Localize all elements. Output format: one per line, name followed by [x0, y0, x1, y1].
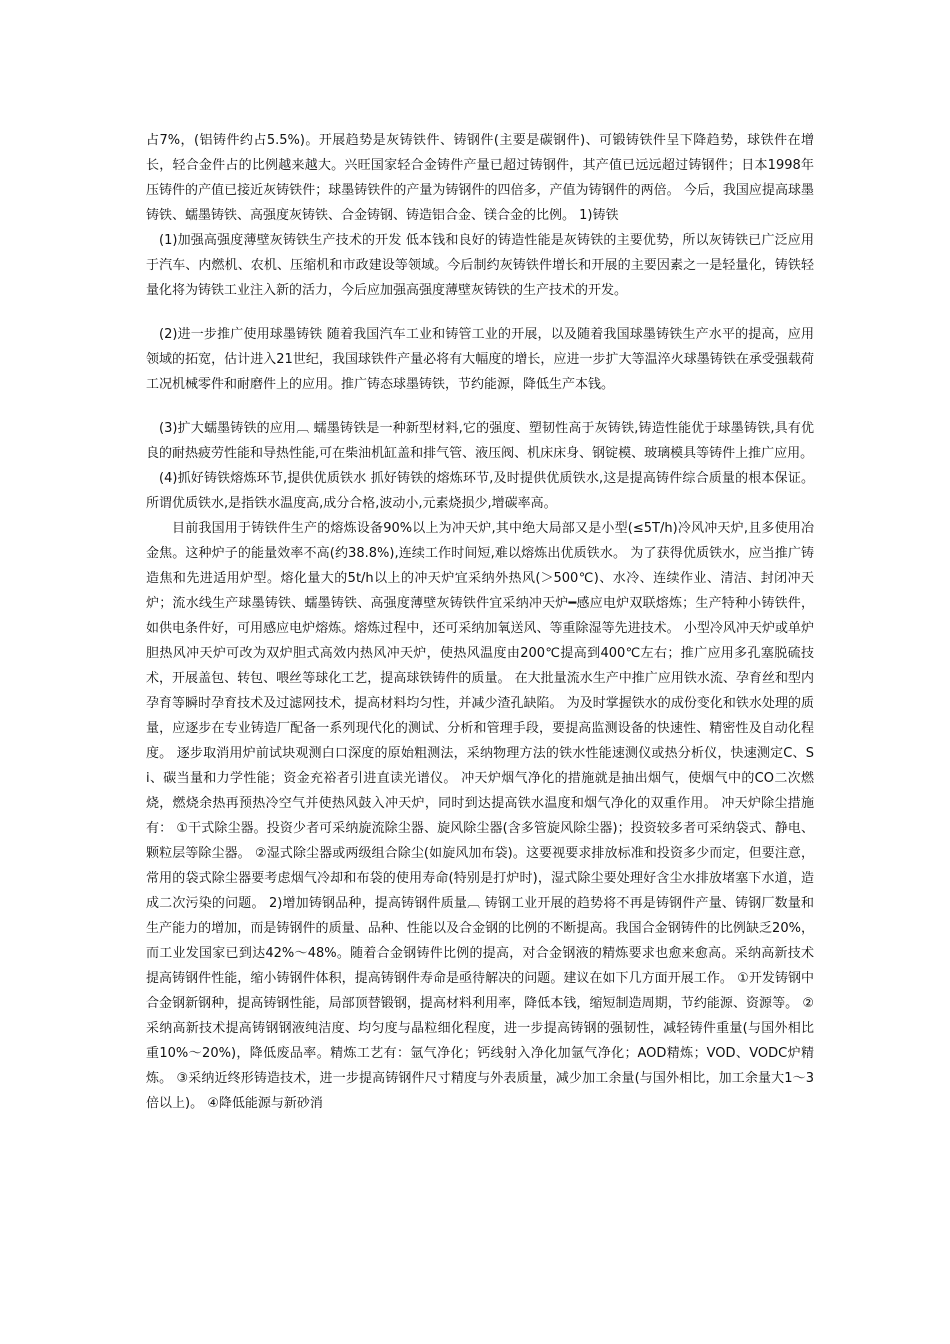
paragraph-vermicular-iron: (3)扩大蠕墨铸铁的应用︹ 蠕墨铸铁是一种新型材料,它的强度、塑韧性高于灰铸铁,铸造性能优于球墨铸铁,具有优良的耐热疲劳性能和导热性能,可在柴油机缸盖和排气管、液压阀、机床床身、钢锭模、玻璃模具等铸件上推广应用。 [146, 421, 814, 461]
document-page [146, 128, 814, 1116]
paragraph-intro: 占7%，(铝铸件约占5.5%)。开展趋势是灰铸铁件、铸钢件(主要是碳钢件)、可锻铸铁件呈下降趋势，球铁件在增长，轻合金件占的比例越来越大。兴旺国家轻合金铸件产量已超过铸钢件，其产值已远远超过铸钢件；日本1998年压铸件的产值已接近灰铸铁件；球墨铸铁件的产量为铸钢件的四倍多，产值为铸钢件的两倍。 今后，我国应提高球墨铸铁、蠕墨铸铁、高强度灰铸铁、合金铸钢、铸造铝合金、镁合金的比例。 1)铸铁 [146, 133, 814, 223]
paragraph-iron-melting: (4)抓好铸铁熔炼环节,提供优质铁水 抓好铸铁的熔炼环节,及时提供优质铁水,这是提高铸件综合质量的根本保证。所谓优质铁水,是指铁水温度高,成分合格,波动小,元素烧损少,增碳率高。 [146, 471, 814, 511]
paragraph-cupola-and-steel: 目前我国用于铸铁件生产的熔炼设备90%以上为冲天炉,其中绝大局部又是小型(≤5T/h)冷风冲天炉,且多使用冶金焦。这种炉子的能量效率不高(约38.8%),连续工作时间短,难以熔炼出优质铁水。 为了获得优质铁水，应当推广铸造焦和先进适用炉型。熔化量大的5t/h以上的冲天炉宜采纳外热风(＞500℃)、水冷、连续作业、清洁、封闭冲天炉；流水线生产球墨铸铁、蠕墨铸铁、高强度薄壁灰铸铁件宜采纳冲天炉━感应电炉双联熔炼；生产特种小铸铁件，如供电条件好，可用感应电炉熔炼。熔炼过程中，还可采纳加氧送风、等重除湿等先进技术。 小型冷风冲天炉或单炉胆热风冲天炉可改为双炉胆式高效内热风冲天炉，使热风温度由200℃提高到400℃左右；推广应用多孔塞脱硫技术，开展盖包、转包、喂丝等球化工艺，提高球铁铸件的质量。 在大批量流水生产中推广应用铁水流、孕育丝和型内孕育等瞬时孕育技术及过滤网技术，提高材料均匀性，并减少渣孔缺陷。 为及时掌握铁水的成份变化和铁水处理的质量，应逐步在专业铸造厂配备一系列现代化的测试、分析和管理手段，要提高监测设备的快速性、精密性及自动化程度。 逐步取消用炉前试块观测白口深度的原始粗测法，采纳物理方法的铁水性能速测仪或热分析仪，快速测定C、Si、碳当量和力学性能；资金充裕者引进直读光谱仪。 冲天炉烟气净化的措施就是抽出烟气，使烟气中的CO二次燃烧，燃烧余热再预热冷空气并使热风鼓入冲天炉，同时到达提高铁水温度和烟气净化的双重作用。 冲天炉除尘措施有： ①干式除尘器。投资少者可采纳旋流除尘器、旋风除尘器(含多管旋风除尘器)；投资较多者可采纳袋式、静电、颗粒层等除尘器。 ②湿式除尘器或两级组合除尘(如旋风加布袋)。这要视要求排放标准和投资多少而定，但要注意，常用的袋式除尘器要考虑烟气冷却和布袋的使用寿命(特别是打炉时)，湿式除尘要处理好含尘水排放堵塞下水道，造成二次污染的问题。 2)增加铸钢品种，提高铸钢件质量︹ 铸钢工业开展的趋势将不再是铸钢件产量、铸钢厂数量和生产能力的增加，而是铸钢件的质量、品种、性能以及合金钢的比例的不断提高。我国合金钢铸件的比例缺乏20%，而工业发国家已到达42%～48%。随着合金钢铸件比例的提高，对合金钢液的精炼要求也愈来愈高。采纳高新技术提高铸钢件性能，缩小铸钢件体积，提高铸钢件寿命是亟待解决的问题。建议在如下几方面开展工作。 ①开发铸钢中合金钢新钢种，提高铸钢性能，局部顶替锻钢，提高材料利用率，降低本钱，缩短制造周期，节约能源、资源等。 ②采纳高新技术提高铸钢钢液纯洁度、均匀度与晶粒细化程度，进一步提高铸钢的强韧性，减轻铸件重量(与国外相比重10%～20%)，降低废品率。精炼工艺有：氩气净化；钙线射入净化加氩气净化；AOD精炼；VOD、VODC炉精炼。 ③采纳近终形铸造技术，进一步提高铸钢件尺寸精度与外表质量，减少加工余量(与国外相比，加工余量大1～3倍以上)。 ④降低能源与新砂消 [146, 521, 814, 1111]
paragraph-gray-iron: (1)加强高强度薄壁灰铸铁生产技术的开发 低本钱和良好的铸造性能是灰铸铁的主要优势，所以灰铸铁已广泛应用于汽车、内燃机、农机、压缩机和市政建设等领域。今后制约灰铸铁件增长和开展的主要因素之一是轻量化，铸铁轻量化将为铸铁工业注入新的活力，今后应加强高强度薄壁灰铸铁的生产技术的开发。 [146, 233, 814, 298]
paragraph-ductile-iron: (2)进一步推广使用球墨铸铁 随着我国汽车工业和铸管工业的开展，以及随着我国球墨铸铁生产水平的提高，应用领域的拓宽，估计进入21世纪，我国球铁件产量必将有大幅度的增长，应进一步扩大等温淬火球墨铸铁在承受强载荷工况机械零件和耐磨件上的应用。推广铸态球墨铸铁，节约能源，降低生产本钱。 [146, 327, 814, 392]
